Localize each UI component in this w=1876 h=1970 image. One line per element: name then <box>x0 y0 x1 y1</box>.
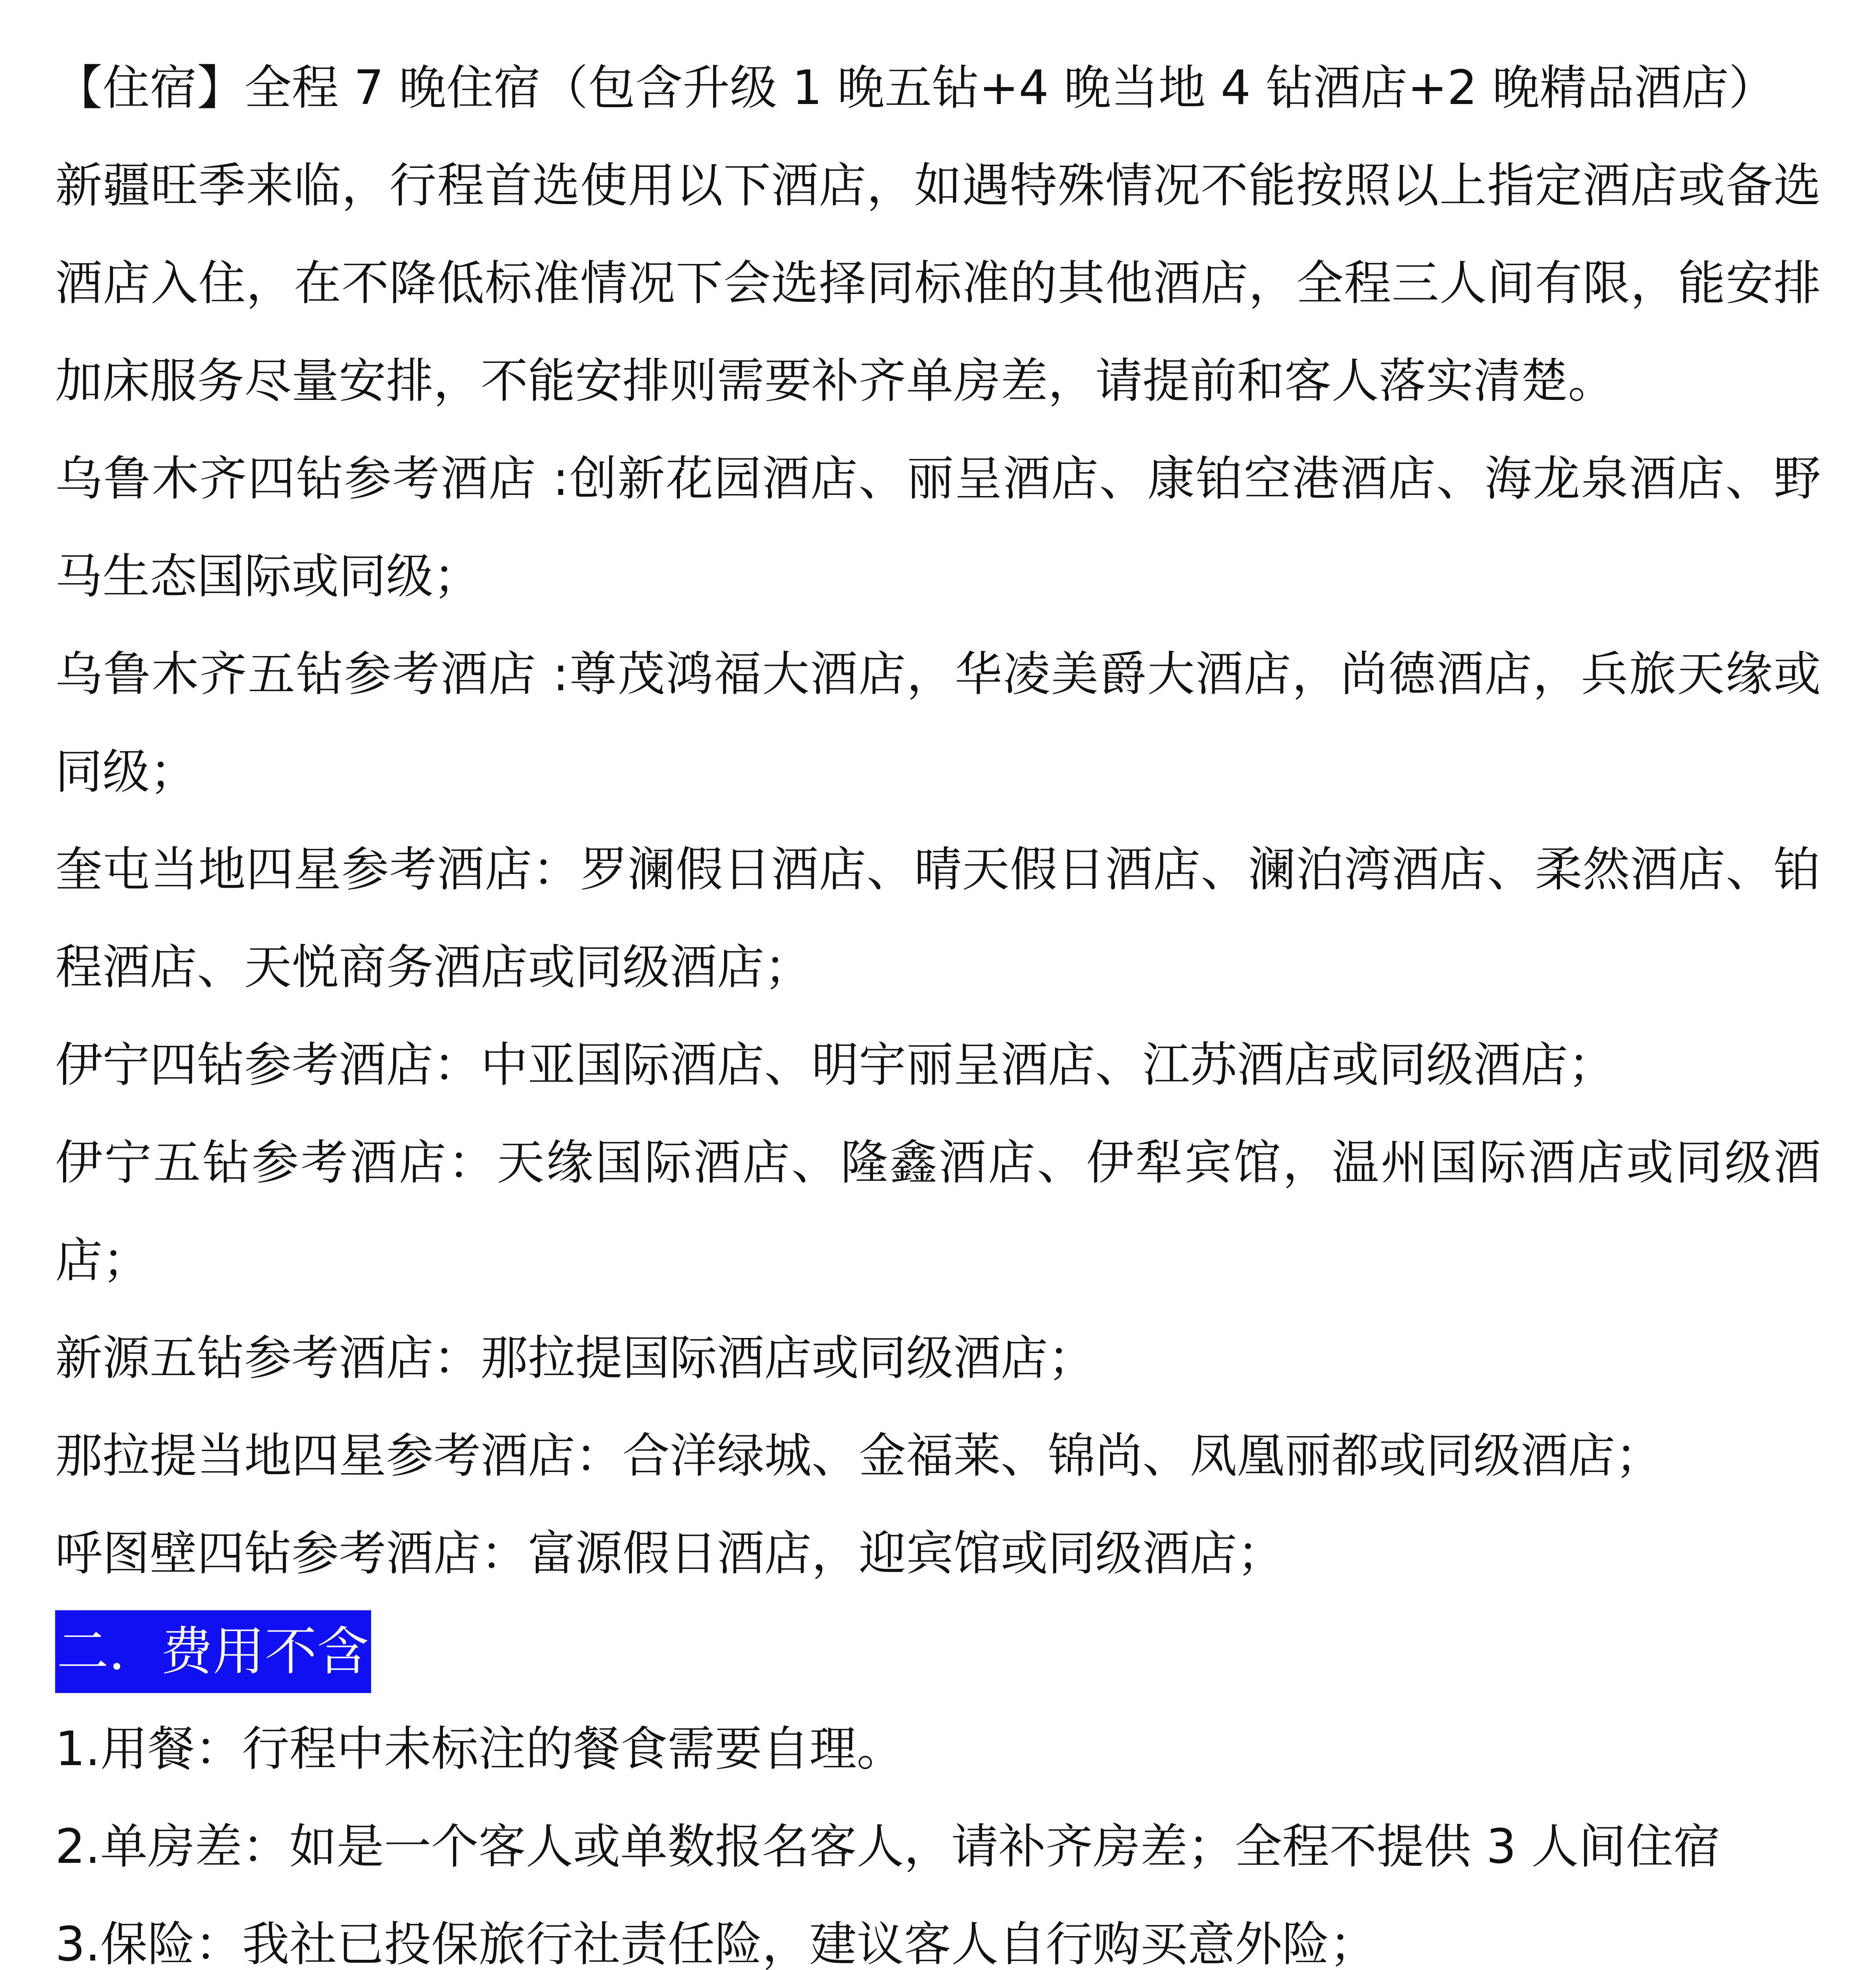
hotel-list-item: 伊宁五钻参考酒店：天缘国际酒店、隆鑫酒店、伊犁宾馆，温州国际酒店或同级酒店； <box>55 1136 1821 1288</box>
hotel-list-item: 乌鲁木齐四钻参考酒店 :创新花园酒店、丽呈酒店、康铂空港酒店、海龙泉酒店、野马生态国际或同级； <box>55 452 1821 604</box>
accommodation-intro: 新疆旺季来临，行程首选使用以下酒店，如遇特殊情况不能按照以上指定酒店或备选酒店入住，在不降低标准情况下会选择同标准的其他酒店，全程三人间有限，能安排加床服务尽量安排，不能安排则需要补齐单房差，请提前和客人落实清楚。 <box>55 158 1821 409</box>
section-heading-row <box>55 1603 1821 1701</box>
exclusion-item: 1.用餐：行程中未标注的餐食需要自理。 <box>55 1722 904 1777</box>
hotel-list-item: 呼图壁四钻参考酒店：富源假日酒店，迎宾馆或同级酒店； <box>55 1526 1284 1581</box>
hotel-list-item: 乌鲁木齐五钻参考酒店 :尊茂鸿福大酒店，华凌美爵大酒店，尚德酒店，兵旅天缘或同级； <box>55 647 1821 799</box>
exclusion-item: 2.单房差：如是一个客人或单数报名客人，请补齐房差；全程不提供 3 人间住宿 <box>55 1819 1721 1874</box>
section-heading-exclusions: 二．费用不含 <box>55 1610 371 1693</box>
hotel-list-item: 奎屯当地四星参考酒店：罗澜假日酒店、晴天假日酒店、澜泊湾酒店、柔然酒店、铂程酒店、天悦商务酒店或同级酒店； <box>55 842 1821 995</box>
hotel-list-item: 新源五钻参考酒店：那拉提国际酒店或同级酒店； <box>55 1331 1095 1386</box>
hotel-list-item: 那拉提当地四星参考酒店：合洋绿城、金福莱、锦尚、凤凰丽都或同级酒店； <box>55 1429 1662 1483</box>
document-body <box>55 39 1821 1970</box>
exclusion-item: 3.保险：我社已投保旅行社责任险，建议客人自行购买意外险； <box>55 1917 1377 1970</box>
accommodation-title: 【住宿】全程 7 晚住宿（包含升级 1 晚五钻+4 晚当地 4 钻酒店+2 晚精品酒店） <box>55 61 1776 115</box>
hotel-list-item: 伊宁四钻参考酒店：中亚国际酒店、明宇丽呈酒店、江苏酒店或同级酒店； <box>55 1038 1615 1093</box>
